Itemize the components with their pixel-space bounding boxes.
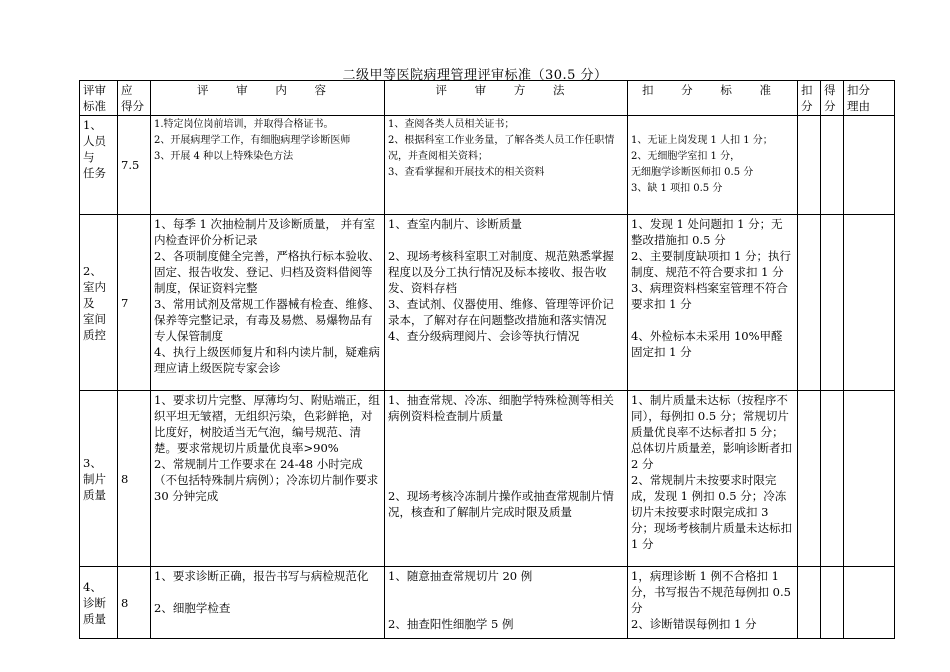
row-score [821,215,844,391]
content-item: 2、常规制片工作要求在 24-48 小时完成（不包括特殊制片病例）；冷冻切片制作要求 30 分钟完成 [154,457,379,503]
content-item: 3、开展 4 种以上特殊染色方法 [154,151,294,162]
content-item: 2、开展病理学工作，有细胞病理学诊断医师 [154,135,351,146]
row-deduct [798,391,821,567]
header-method: 评 审 方 法 [385,81,628,116]
table-row [80,567,895,639]
row-content [151,567,385,639]
deduct-item: 2、常规制片未按要求时限完成，发现 1 例扣 0.5 分；冷冻切片未按要求时限完成扣 3 分；现场考核制片质量未达标扣 1 分 [631,473,792,551]
content-item: 1、要求诊断正确，报告书写与病检规范化 [154,569,369,583]
row-content [151,391,385,567]
row-score [821,116,844,215]
method-item: 1、查室内制片、诊断质量 [388,217,522,231]
row-points: 8 [118,567,151,639]
row-standard: 1、 人员 与 任务 [80,116,118,215]
deduct-item: 4、外检标本未采用 10%甲醛固定扣 1 分 [631,329,783,359]
table-row [80,116,895,215]
header-points: 应 得分 [118,81,151,116]
row-score [821,391,844,567]
row-reason [844,215,895,391]
row-method [385,116,628,215]
table-row [80,215,895,391]
row-reason [844,116,895,215]
row-points: 7.5 [118,116,151,215]
row-deduct [798,116,821,215]
method-item: 2、现场考核科室职工对制度、规范熟悉掌握程度以及分工执行情况及标本接收、报告收发、资料存档 [388,249,614,295]
method-item: 3、查看掌握和开展技术的相关资料 [388,167,545,178]
row-content [151,116,385,215]
deduct-item: 2、诊断错误每例扣 1 分 [631,617,757,631]
row-deduct [798,215,821,391]
deduct-item: 1，病理诊断 1 例不合格扣 1 分，书写报告不规范每例扣 0.5 分 [631,569,791,615]
deduct-item: 1、无证上岗发现 1 人扣 1 分； [631,135,773,146]
deduct-item: 2、主要制度缺项扣 1 分；执行制度、规范不符合要求扣 1 分 [631,249,791,279]
header-reason: 扣分 理由 [844,81,895,116]
row-deduct-standard [628,215,798,391]
row-method [385,391,628,567]
header-score: 得 分 [821,81,844,116]
row-deduct-standard [628,116,798,215]
content-item: 2、各项制度健全完善，严格执行标本验收、固定、报告收发、登记、归档及资料借阅等制度，保证资料完整 [154,249,380,295]
method-item: 1、查阅各类人员相关证书； [388,119,515,130]
document-title: 二级甲等医院病理管理评审标准（30.5 分） [342,68,608,83]
header-content: 评 审 内 容 [151,81,385,116]
method-item: 1、随意抽查常规切片 20 例 [388,569,533,583]
method-item: 1、抽查常规、冷冻、细胞学特殊检测等相关病例资料检查制片质量 [388,393,614,423]
row-content [151,215,385,391]
content-item: 2、细胞学检查 [154,601,231,615]
row-standard: 4、 诊断 质量 [80,567,118,639]
standards-table [79,80,895,639]
deduct-item: 2、无细胞学室扣 1 分， 无细胞学诊断医师扣 0.5 分 [631,151,754,178]
header-deduct-standard: 扣 分 标 准 [628,81,798,116]
header-deduct: 扣 分 [798,81,821,116]
row-score [821,567,844,639]
deduct-item: 1、制片质量未达标（按程序不同），每例扣 0.5 分；常规切片质量优良率不达标者扣 5 分；总体切片质量差，影响诊断者扣 2 分 [631,393,792,471]
header-standard: 评审 标准 [80,81,118,116]
row-deduct [798,567,821,639]
row-standard: 3、 制片 质量 [80,391,118,567]
method-item: 2、根据科室工作业务量，了解各类人员工作任职情况，并查阅相关资料； [388,135,615,162]
deduct-item: 3、病理资料档案室管理不符合要求扣 1 分 [631,281,788,311]
content-item: 1.特定岗位岗前培训，并取得合格证书。 [154,119,334,130]
method-item: 2、抽查阳性细胞学 5 例 [388,617,514,631]
content-item: 1、每季 1 次抽检制片及诊断质量， 并有室内检查评价分析记录 [154,217,376,247]
content-item: 3、常用试剂及常规工作器械有检查、维修、保养等完整记录，有毒及易燃、易爆物品有专人保管制度 [154,297,380,343]
row-method [385,567,628,639]
deduct-item: 3、缺 1 项扣 0.5 分 [631,183,723,194]
content-item: 1、要求切片完整、厚薄均匀、附贴端正，组织平坦无皱褶，无组织污染，色彩鲜艳，对比度好，树胶适当无气泡，编号规范、清楚。要求常规切片质量优良率>90% [154,393,380,455]
method-item: 2、现场考核冷冻制片操作或抽查常规制片情况，核查和了解制片完成时限及质量 [388,489,614,519]
row-reason [844,567,895,639]
method-item: 3、查试剂、仪器使用、维修、管理等评价记录本，了解对存在问题整改措施和落实情况 [388,297,614,327]
row-deduct-standard [628,567,798,639]
content-item: 4、执行上级医师复片和科内读片制，疑难病理应请上级医院专家会诊 [154,345,380,375]
method-item: 4、查分级病理阅片、会诊等执行情况 [388,329,580,343]
row-reason [844,391,895,567]
row-method [385,215,628,391]
table-header-row [80,81,895,116]
deduct-item: 1、发现 1 处问题扣 1 分；无整改措施扣 0.5 分 [631,217,783,247]
table-row [80,391,895,567]
row-deduct-standard [628,391,798,567]
row-points: 8 [118,391,151,567]
row-standard: 2、 室内 及 室间 质控 [80,215,118,391]
row-points: 7 [118,215,151,391]
